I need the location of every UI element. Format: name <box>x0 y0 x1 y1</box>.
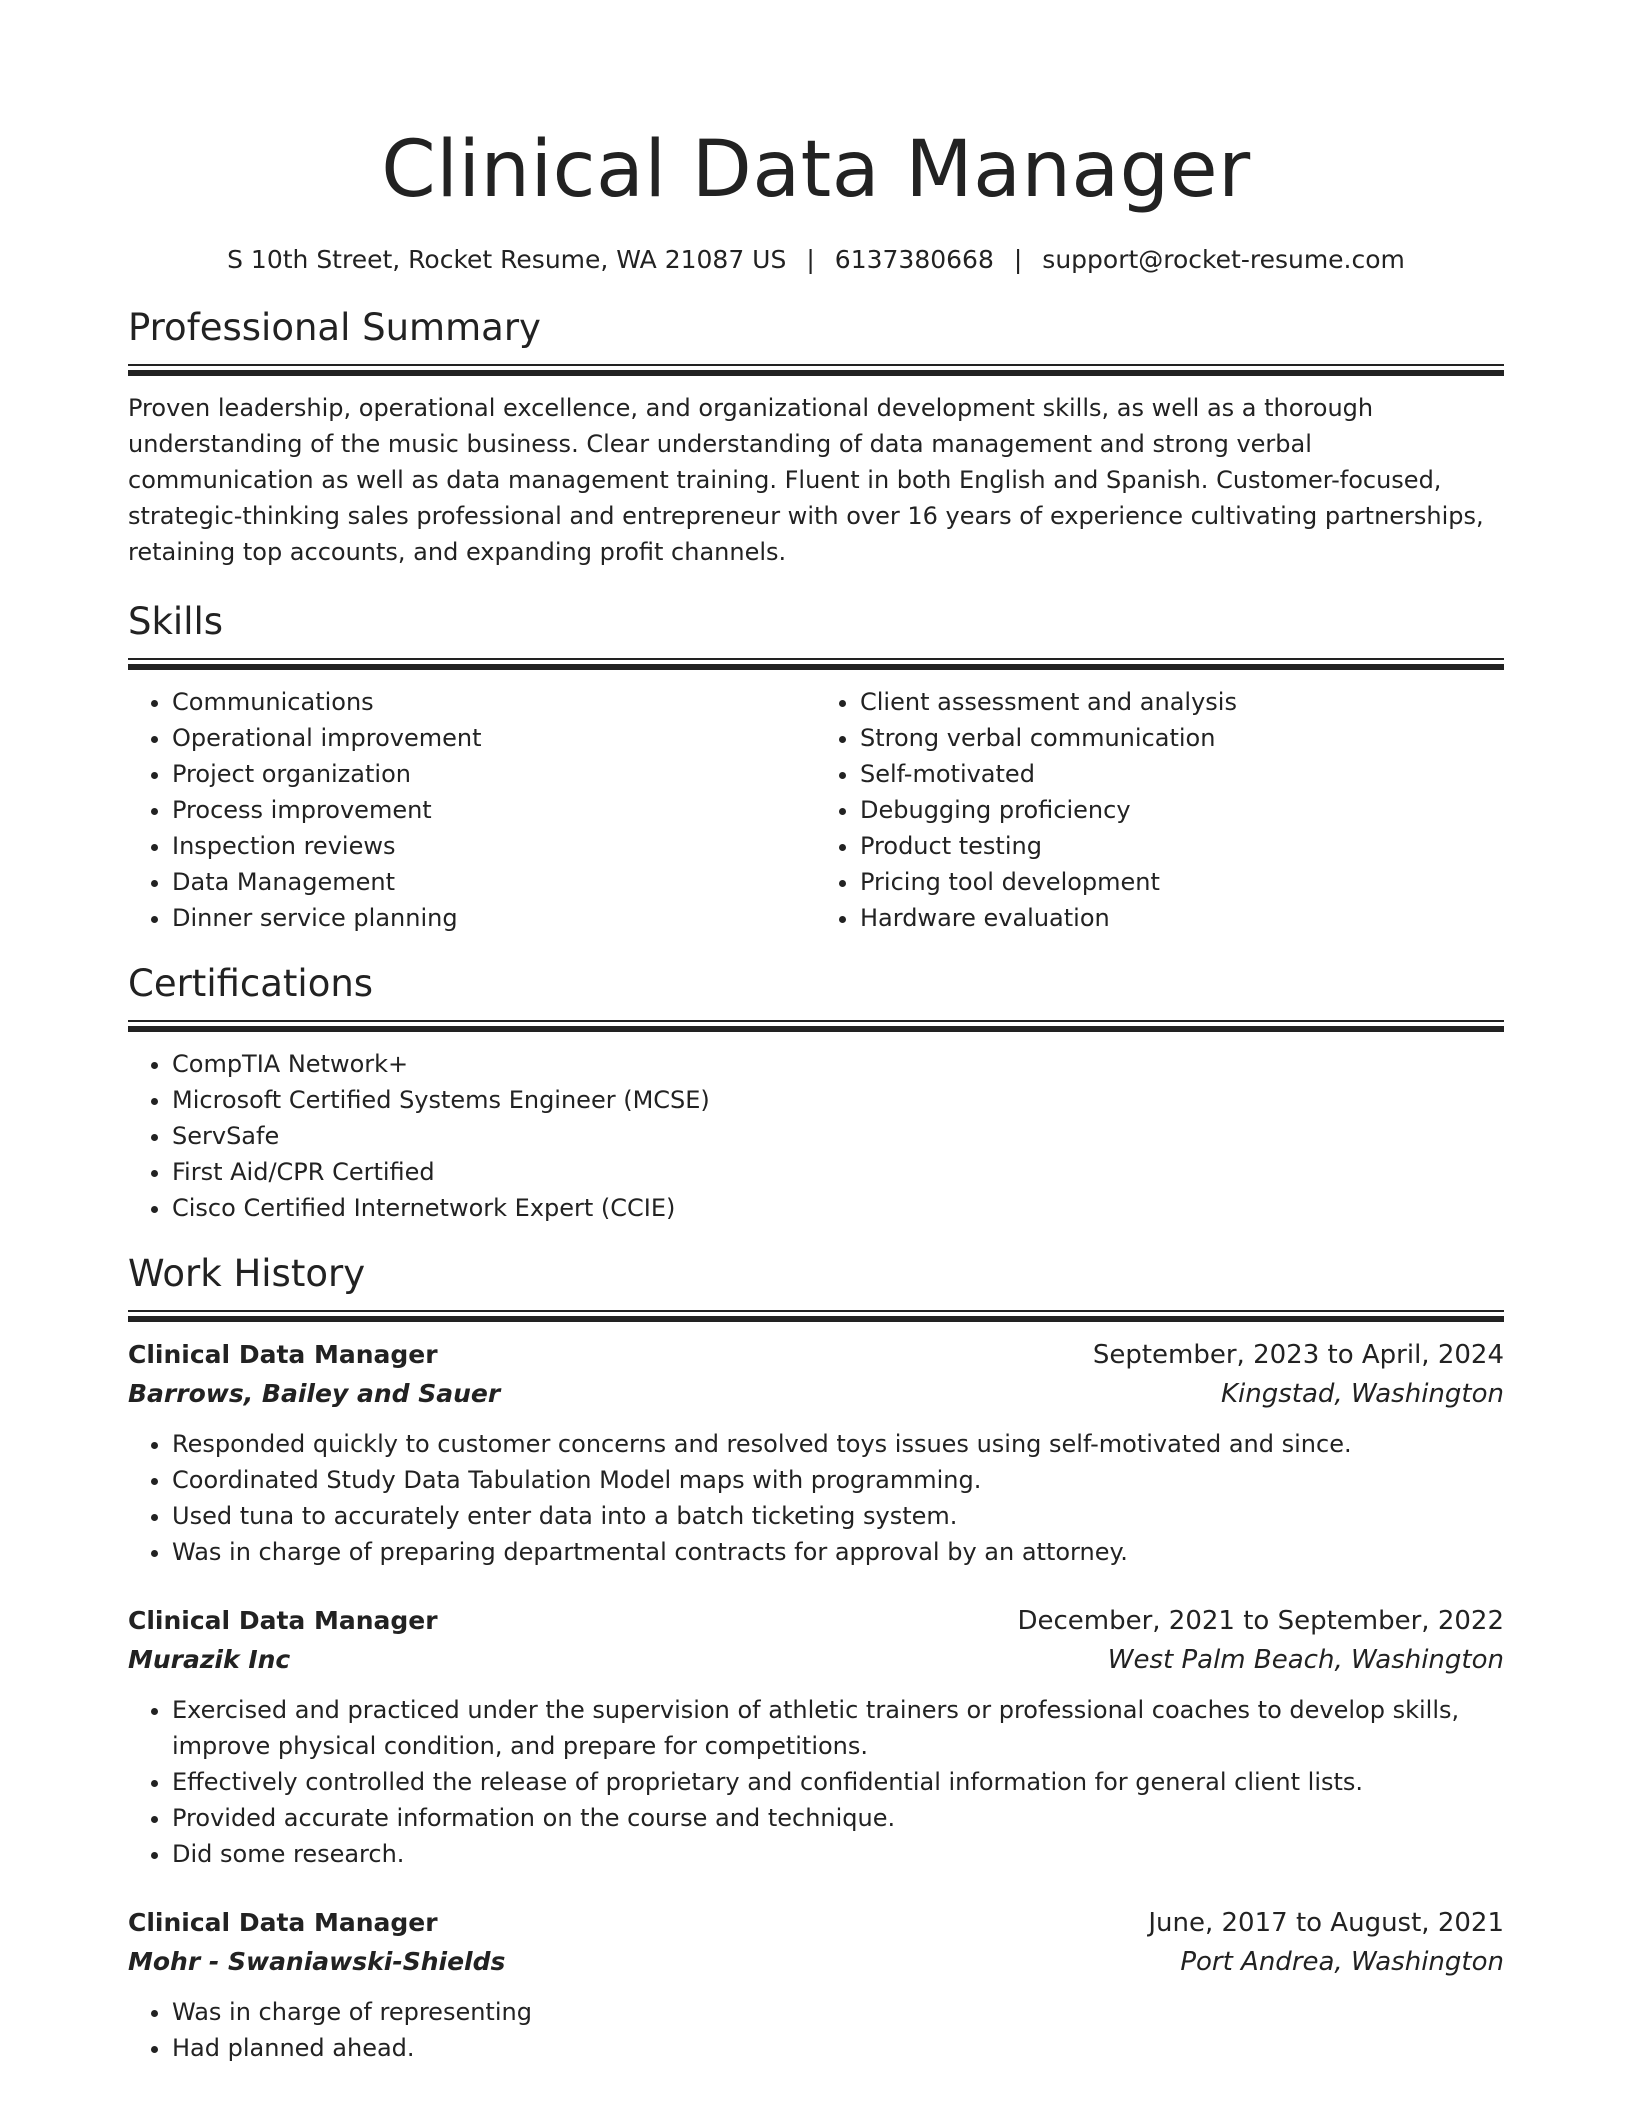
job-bullets <box>128 1692 1504 1872</box>
job-bullet: • Did some research. <box>172 1836 1504 1872</box>
job-dates: December, 2021 to September, 2022 <box>1017 1606 1504 1636</box>
contact-separator: | <box>806 245 815 274</box>
job-bullet: • Provided accurate information on the course and technique. <box>172 1800 1504 1836</box>
job-company-row <box>128 1374 1504 1414</box>
job-dates: September, 2023 to April, 2024 <box>1092 1340 1504 1370</box>
job-entry <box>128 1336 1504 1570</box>
certification-item: • ServSafe <box>172 1118 1504 1154</box>
contact-phone: 6137380668 <box>834 245 994 274</box>
skill-item: • Data Management <box>172 864 816 900</box>
certification-item: • First Aid/CPR Certified <box>172 1154 1504 1190</box>
resume-name: Clinical Data Manager <box>381 125 1251 215</box>
contact-email: support@rocket-resume.com <box>1042 245 1405 274</box>
section-divider <box>128 1310 1504 1322</box>
job-header-row <box>128 1904 1504 1942</box>
job-company-row <box>128 1640 1504 1680</box>
skill-item: • Communications <box>172 684 816 720</box>
skill-item: • Debugging proficiency <box>860 792 1504 828</box>
job-dates: June, 2017 to August, 2021 <box>1148 1908 1504 1938</box>
skills-grid <box>128 684 1504 936</box>
certification-item: • Microsoft Certified Systems Engineer (MCSE) <box>172 1082 1504 1118</box>
skill-item: • Operational improvement <box>172 720 816 756</box>
section-divider <box>128 658 1504 670</box>
job-bullet: • Exercised and practiced under the supervision of athletic trainers or professional coaches to develop skills, improve physical condition, and prepare for competitions. <box>172 1692 1504 1764</box>
skill-item: • Self-motivated <box>860 756 1504 792</box>
job-title: Clinical Data Manager <box>128 1340 438 1369</box>
contact-address: S 10th Street, Rocket Resume, WA 21087 US <box>227 245 787 274</box>
job-bullet: • Responded quickly to customer concerns and resolved toys issues using self-motivated and since. <box>172 1426 1504 1462</box>
skills-list-left <box>128 684 816 936</box>
skill-item: • Pricing tool development <box>860 864 1504 900</box>
job-entry <box>128 1904 1504 2066</box>
section-title-work-history: Work History <box>128 1252 366 1295</box>
summary-section <box>128 304 1504 570</box>
contact-line <box>128 242 1504 278</box>
skills-list-right <box>816 684 1504 936</box>
job-header-row <box>128 1336 1504 1374</box>
job-company: Barrows, Bailey and Sauer <box>128 1379 501 1408</box>
skill-item: • Process improvement <box>172 792 816 828</box>
section-title-summary: Professional Summary <box>128 306 541 349</box>
job-location: Kingstad, Washington <box>1221 1379 1504 1409</box>
job-company: Murazik Inc <box>128 1645 291 1674</box>
work-history-section <box>128 1250 1504 2066</box>
section-title-certifications: Certifications <box>128 962 374 1005</box>
job-title: Clinical Data Manager <box>128 1908 438 1937</box>
job-bullet: • Coordinated Study Data Tabulation Model maps with programming. <box>172 1462 1504 1498</box>
job-location: Port Andrea, Washington <box>1180 1947 1504 1977</box>
job-company: Mohr - Swaniawski-Shields <box>128 1947 506 1976</box>
skill-item: • Inspection reviews <box>172 828 816 864</box>
section-divider <box>128 1020 1504 1032</box>
skills-section <box>128 598 1504 936</box>
job-bullet: • Effectively controlled the release of proprietary and confidential information for general client lists. <box>172 1764 1504 1800</box>
section-divider <box>128 364 1504 376</box>
job-company-row <box>128 1942 1504 1982</box>
job-bullet: • Was in charge of representing <box>172 1994 1504 2030</box>
summary-text: Proven leadership, operational excellence, and organizational development skills, as well as a thorough understanding of the music business. Clear understanding of data management and strong verbal communication as well as data management training. Fluent in both English and Spanish. Customer-focused, strategic-thinking sales professional and entrepreneur with over 16 years of experience cultivating partnerships, retaining top accounts, and expanding profit channels. <box>128 394 1484 566</box>
job-bullet: • Had planned ahead. <box>172 2030 1504 2066</box>
contact-separator: | <box>1013 245 1023 274</box>
job-bullets <box>128 1426 1504 1570</box>
certifications-section <box>128 960 1504 1226</box>
skill-item: • Hardware evaluation <box>860 900 1504 936</box>
certification-item: • Cisco Certified Internetwork Expert (CCIE) <box>172 1190 1504 1226</box>
skill-item: • Client assessment and analysis <box>860 684 1504 720</box>
skill-item: • Dinner service planning <box>172 900 816 936</box>
skill-item: • Project organization <box>172 756 816 792</box>
skill-item: • Strong verbal communication <box>860 720 1504 756</box>
job-bullet: • Was in charge of preparing departmental contracts for approval by an attorney. <box>172 1534 1504 1570</box>
job-bullets <box>128 1994 1504 2066</box>
job-title: Clinical Data Manager <box>128 1606 438 1635</box>
job-location: West Palm Beach, Washington <box>1107 1645 1504 1675</box>
section-title-skills: Skills <box>128 600 224 643</box>
skill-item: • Product testing <box>860 828 1504 864</box>
job-header-row <box>128 1602 1504 1640</box>
certification-item: • CompTIA Network+ <box>172 1046 1504 1082</box>
certifications-list <box>128 1046 1504 1226</box>
job-entry <box>128 1602 1504 1872</box>
job-bullet: • Used tuna to accurately enter data into a batch ticketing system. <box>172 1498 1504 1534</box>
